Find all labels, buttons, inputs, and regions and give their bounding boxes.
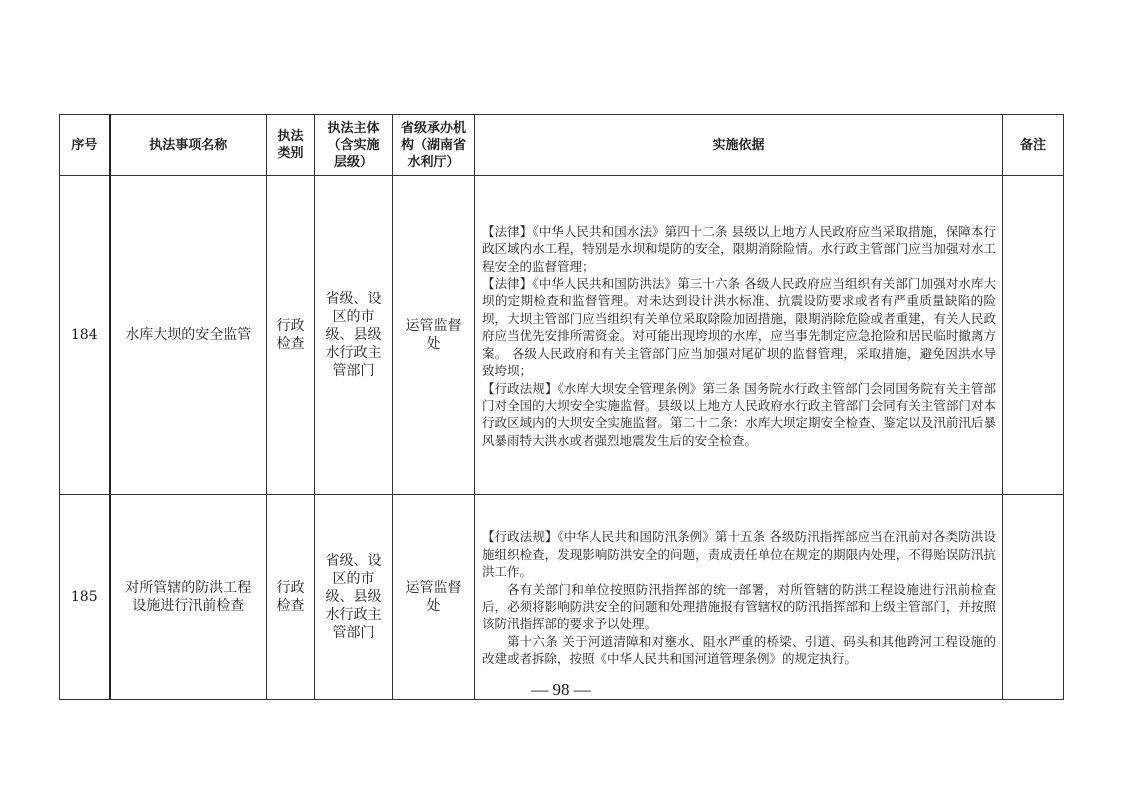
header-row [60, 115, 1064, 176]
basis-paragraph: 【行政法规】《中华人民共和国防汛条例》第十五条 各级防汛指挥部应当在汛前对各类防洪设施组织检查，发现影响防洪安全的问题，责成责任单位在规定的期限内处理，不得贻误防汛抗洪工作。 [482, 529, 996, 580]
row-basis [475, 176, 1003, 495]
basis-paragraph: 【行政法规】《水库大坝安全管理条例》第三条 国务院水行政主管部门会同国务院有关主管部门对全国的大坝安全实施监督。县级以上地方人民政府水行政主管部门会同有关主管部门对本行政区域内的大坝安全实施监督。第二十二条：水库大坝定期安全检查、鉴定以及汛前汛后暴风暴雨特大洪水或者强烈地震发生后的安全检查。 [482, 380, 996, 448]
header-enforcement-type: 执法类别 [267, 115, 315, 176]
table-row [60, 176, 1064, 495]
header-provincial-org: 省级承办机构（湖南省水利厅） [393, 115, 475, 176]
row-seq: 185 [60, 495, 110, 700]
row-item-name: 对所管辖的防洪工程设施进行汛前检查 [110, 495, 267, 700]
header-basis: 实施依据 [475, 115, 1003, 176]
basis-paragraph: 【法律】《中华人民共和国防洪法》第三十六条 各级人民政府应当组织有关部门加强对水库大坝的定期检查和监督管理。对未达到设计洪水标准、抗震设防要求或者有严重质量缺陷的险坝，大坝主管部门应当组织有关单位采取除险加固措施，限期消除危险或者重建，有关人民政府应当优先安排所需资金。对可能出现垮坝的水库，应当事先制定应急抢险和居民临时撤离方案。 各级人民政府和有关主管部门应当加强对尾矿坝的监督管理，采取措施，避免因洪水导致垮坝； [482, 276, 996, 379]
row-remark [1003, 495, 1064, 700]
row-remark [1003, 176, 1064, 495]
row-basis [475, 495, 1003, 700]
row-enforcement-subject: 省级、设区的市级、县级水行政主管部门 [315, 495, 393, 700]
header-remark: 备注 [1003, 115, 1064, 176]
row-provincial-org: 运管监督处 [393, 495, 475, 700]
header-seq: 序号 [60, 115, 110, 176]
header-enforcement-subject: 执法主体（含实施层级） [315, 115, 393, 176]
row-provincial-org: 运管监督处 [393, 176, 475, 495]
row-enforcement-subject: 省级、设区的市级、县级水行政主管部门 [315, 176, 393, 495]
row-item-name: 水库大坝的安全监管 [110, 176, 267, 495]
enforcement-table [59, 114, 1064, 700]
basis-paragraph: 【法律】《中华人民共和国水法》第四十二条 县级以上地方人民政府应当采取措施，保障本行政区域内水工程，特别是水坝和堤防的安全，限期消除险情。水行政主管部门应当加强对水工程安全的监督管理； [482, 223, 996, 274]
basis-paragraph: 各有关部门和单位按照防汛指挥部的统一部署，对所管辖的防洪工程设施进行汛前检查后，必须将影响防洪安全的问题和处理措施报有管辖权的防汛指挥部和上级主管部门，并按照该防汛指挥部的要求予以处理。 [482, 581, 996, 632]
row-enforcement-type: 行政检查 [267, 176, 315, 495]
row-seq: 184 [60, 176, 110, 495]
table-row [60, 495, 1064, 700]
page-number: — 98 — [531, 680, 591, 699]
row-enforcement-type: 行政检查 [267, 495, 315, 700]
basis-paragraph: 第十六条 关于河道清障和对壅水、阻水严重的桥梁、引道、码头和其他跨河工程设施的改建或者拆除，按照《中华人民共和国河道管理条例》的规定执行。 [482, 633, 996, 667]
header-item-name: 执法事项名称 [110, 115, 267, 176]
